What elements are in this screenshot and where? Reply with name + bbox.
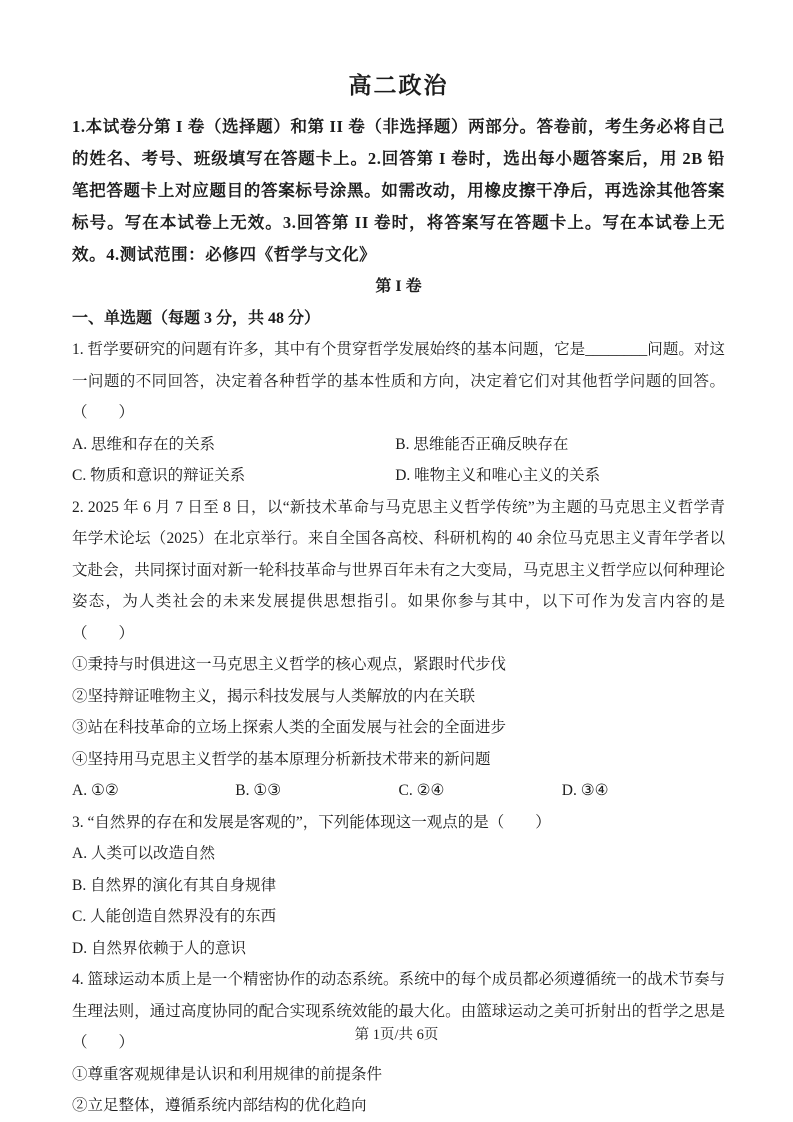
question-2-option-b: B. ①③ <box>235 782 282 799</box>
question-3-option-b: B. 自然界的演化有其自身规律 <box>72 876 277 894</box>
question-3-option-d: D. 自然界依赖于人的意识 <box>72 939 246 957</box>
section-header: 一、单选题（每题 3 分，共 48 分） <box>72 309 321 327</box>
question-2-item-3: ③站在科技革命的立场上探索人类的全面发展与社会的全面进步 <box>72 719 507 736</box>
question-2 <box>72 492 725 807</box>
question-2-item-2: ②坚持辩证唯物主义，揭示科技发展与人类解放的内在关联 <box>72 687 476 705</box>
question-1-option-d: D. 唯物主义和唯心主义的关系 <box>395 467 601 484</box>
question-1-option-c: C. 物质和意识的辩证关系 <box>72 467 246 484</box>
question-2-stem: 2. 2025 年 6 月 7 日至 8 日，以“新技术革命与马克思主义哲学传统”为主题的马克思主义哲学青年学术论坛（2025）在北京举行。来自全国各高校、科研机构的 40 余位马克思主义青年学者以文赴会，共同探讨面对新一轮科技革命与世界百年未有之大变局，马克思主义哲学应以何种理论姿态，为人类社会的未来发展提供思想指引。如果你参与其中，以下可作为发言内容的是（ ） <box>72 498 725 642</box>
question-3-option-a: A. 人类可以改造自然 <box>72 845 215 862</box>
question-4-stem: 4. 篮球运动本质上是一个精密协作的动态系统。系统中的每个成员都必须遵循统一的战术节奏与生理法则，通过高度协同的配合实现系统效能的最大化。由篮球运动之美可折射出的哲学之思是（ ） <box>72 971 725 1051</box>
exam-notice: 1.本试卷分第 I 卷（选择题）和第 II 卷（非选择题）两部分。答卷前，考生务必将自己的姓名、考号、班级填写在答题卡上。2.回答第 I 卷时，选出每小题答案后，用 2B 铅笔把答题卡上对应题目的答案标号涂黑。如需改动，用橡皮擦干净后，再选涂其他答案标号。写在本试卷上无效。3.回答第 II 卷时，将答案写在答题卡上。写在本试卷上无效。4.测试范围：必修四《哲学与文化》 <box>72 117 725 264</box>
question-1-stem: 1. 哲学要研究的问题有许多，其中有个贯穿哲学发展始终的基本问题，它是________问题。对这一问题的不同回答，决定着各种哲学的基本性质和方向，决定着它们对其他哲学问题的回答。（ ） <box>72 341 725 421</box>
question-4-item-2: ②立足整体，遵循系统内部结构的优化趋向 <box>72 1097 367 1114</box>
question-2-option-c: C. ②④ <box>398 782 445 799</box>
question-1-options-row-1 <box>72 429 725 461</box>
question-1-options-row-2 <box>72 460 725 492</box>
question-3-stem: 3. “自然界的存在和发展是客观的”，下列能体现这一观点的是（ ） <box>72 813 551 831</box>
question-2-options-row <box>72 775 725 807</box>
page-title: 高二政治 <box>348 73 449 98</box>
question-3 <box>72 807 725 965</box>
volume-header: 第 I 卷 <box>375 278 422 295</box>
question-4-item-1: ①尊重客观规律是认识和利用规律的前提条件 <box>72 1065 383 1083</box>
question-2-item-4: ④坚持用马克思主义哲学的基本原理分析新技术带来的新问题 <box>72 750 491 768</box>
question-1-option-b: B. 思维能否正确反映存在 <box>395 435 569 453</box>
question-2-item-1: ①秉持与时俱进这一马克思主义哲学的核心观点，紧跟时代步伐 <box>72 656 507 673</box>
question-1 <box>72 334 725 492</box>
page-number: 第 1页/共 6页 <box>354 1027 439 1043</box>
question-1-option-a: A. 思维和存在的关系 <box>72 435 215 453</box>
question-3-option-c: C. 人能创造自然界没有的东西 <box>72 908 277 925</box>
question-2-option-d: D. ③④ <box>561 782 609 799</box>
question-2-option-a: A. ①② <box>72 782 119 799</box>
